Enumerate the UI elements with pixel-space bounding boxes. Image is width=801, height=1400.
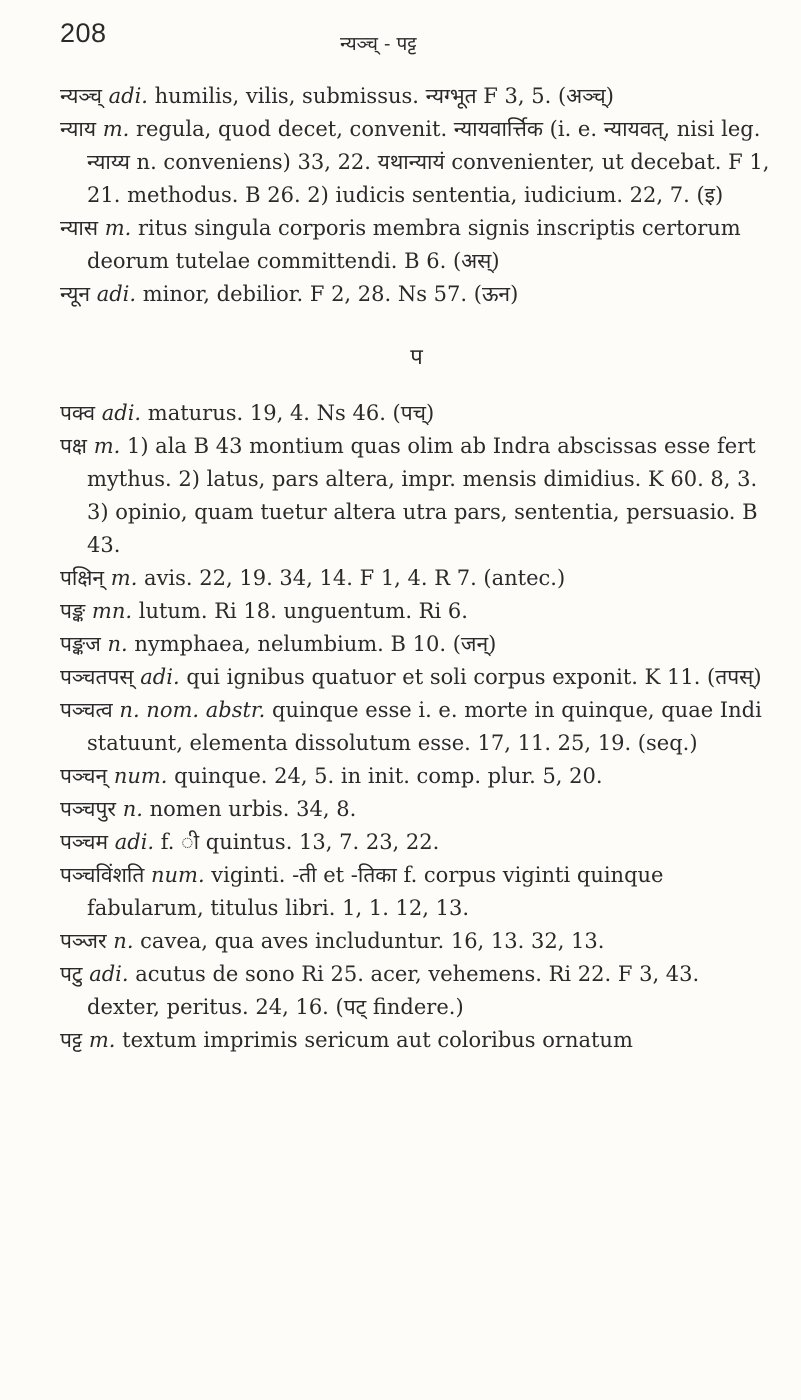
headword: पक्ष (60, 434, 87, 458)
definition-text: ritus singula corporis membra signis inscriptis certorum deorum tutelae committendi. B 6. (अस्) (87, 216, 741, 273)
grammar-label: adi. (89, 962, 129, 986)
headword: पक्षिन् (60, 566, 105, 590)
dictionary-entry (60, 958, 773, 1024)
definition-text: quinque. 24, 5. in init. comp. plur. 5, 20. (167, 764, 603, 788)
definition-text: avis. 22, 19. 34, 14. F 1, 4. R 7. (antec.) (137, 566, 566, 590)
headword: पञ्चत्व (60, 698, 113, 722)
dictionary-entry (60, 278, 773, 311)
headword: पञ्चतपस् (60, 665, 134, 689)
definition-text: humilis, vilis, submissus. न्यग्भूत F 3, 5. (अञ्च्) (147, 84, 614, 108)
grammar-label: adi. (101, 401, 142, 425)
dictionary-entry (60, 793, 773, 826)
dictionary-entry (60, 80, 773, 113)
grammar-label: m. (88, 1028, 116, 1052)
page-number: 208 (60, 18, 107, 48)
grammar-label: num. (113, 764, 168, 788)
grammar-label: m. (102, 117, 130, 141)
definition-text: cavea, qua aves includuntur. 16, 13. 32, 13. (133, 929, 605, 953)
definition-text: viginti. -ती et -तिका f. corpus viginti quinque fabularum, titulus libri. 1, 1. 12, 13. (87, 863, 664, 920)
dictionary-entry (60, 760, 773, 793)
grammar-label: n. nom. abstr. (119, 698, 266, 722)
dictionary-entry (60, 694, 773, 760)
dictionary-entry (60, 595, 773, 628)
definition-text: lutum. Ri 18. unguentum. Ri 6. (132, 599, 468, 623)
running-head: न्यञ्च् - पट्ट (340, 33, 417, 55)
grammar-label: m. (110, 566, 138, 590)
dictionary-entry (60, 859, 773, 925)
definition-text: nomen urbis. 34, 8. (142, 797, 357, 821)
dictionary-entry (60, 113, 773, 212)
grammar-label: adi. (108, 84, 148, 108)
definition-text: maturus. 19, 4. Ns 46. (पच्) (141, 401, 435, 425)
dictionary-entry (60, 661, 773, 694)
dictionary-entry (60, 628, 773, 661)
headword: पञ्चन् (60, 764, 108, 788)
grammar-label: n. (107, 632, 128, 656)
grammar-label: adi. (140, 665, 180, 689)
page-header (60, 18, 773, 70)
definition-text: acutus de sono Ri 25. acer, vehemens. Ri 22. F 3, 43. dexter, peritus. 24, 16. (पट् findere.) (87, 962, 700, 1019)
headword: न्यून (60, 282, 91, 306)
grammar-label: num. (150, 863, 205, 887)
headword: न्यास (60, 216, 99, 240)
grammar-label: adi. (114, 830, 155, 854)
headword: पञ्चम (60, 830, 109, 854)
headword: पट्ट (60, 1028, 83, 1052)
dictionary-entry (60, 397, 773, 430)
definition-text: f. ी quintus. 13, 7. 23, 22. (154, 830, 440, 854)
headword: पटु (60, 962, 83, 986)
section-letter: प (410, 345, 423, 370)
grammar-label: n. (113, 929, 134, 953)
dictionary-entry (60, 826, 773, 859)
headword: न्यञ्च् (60, 84, 102, 108)
definition-text: minor, debilior. F 2, 28. Ns 57. (ऊन) (136, 282, 519, 306)
headword: पङ्कज (60, 632, 101, 656)
grammar-label: m. (93, 434, 121, 458)
dictionary-entry (60, 1024, 773, 1057)
definition-text: quinque esse i. e. morte in quinque, quae Indi statuunt, elementa dissolutum esse. 17, 11. 25, 19. (seq.) (87, 698, 762, 755)
dictionary-entry (60, 562, 773, 595)
definition-text: qui ignibus quatuor et soli corpus exponit. K 11. (तपस्) (179, 665, 762, 689)
definition-text: nymphaea, nelumbium. B 10. (जन्) (127, 632, 497, 656)
headword: पङ्क (60, 599, 86, 623)
headword: पञ्चपुर (60, 797, 117, 821)
dictionary-entry (60, 430, 773, 562)
grammar-label: mn. (91, 599, 133, 623)
definition-text: 1) ala B 43 montium quas olim ab Indra abscissas esse fert mythus. 2) latus, pars altera, impr. mensis dimidius. K 60. 8, 3. 3) opinio, quam tuetur altera utra pars, sententia, persuasio. B 43. (87, 434, 758, 557)
definition-text: textum imprimis sericum aut coloribus ornatum (115, 1028, 633, 1052)
headword: न्याय (60, 117, 96, 141)
headword: पञ्जर (60, 929, 107, 953)
definition-text: regula, quod decet, convenit. न्यायवार्त्तिक (i. e. न्यायवत्, nisi leg. न्याय्य n. conveniens) 33, 22. यथान्यायं convenienter, ut decebat. F 1, 21. methodus. B 26. 2) iudicis sententia, iudicium. 22, 7. (इ) (87, 117, 770, 207)
dictionary-entry (60, 925, 773, 958)
headword: पञ्चविंशति (60, 863, 145, 887)
entries-top (60, 80, 773, 311)
grammar-label: n. (122, 797, 143, 821)
grammar-label: adi. (96, 282, 137, 306)
entries-main (60, 397, 773, 1057)
headword: पक्व (60, 401, 96, 425)
grammar-label: m. (104, 216, 132, 240)
dictionary-entry (60, 212, 773, 278)
